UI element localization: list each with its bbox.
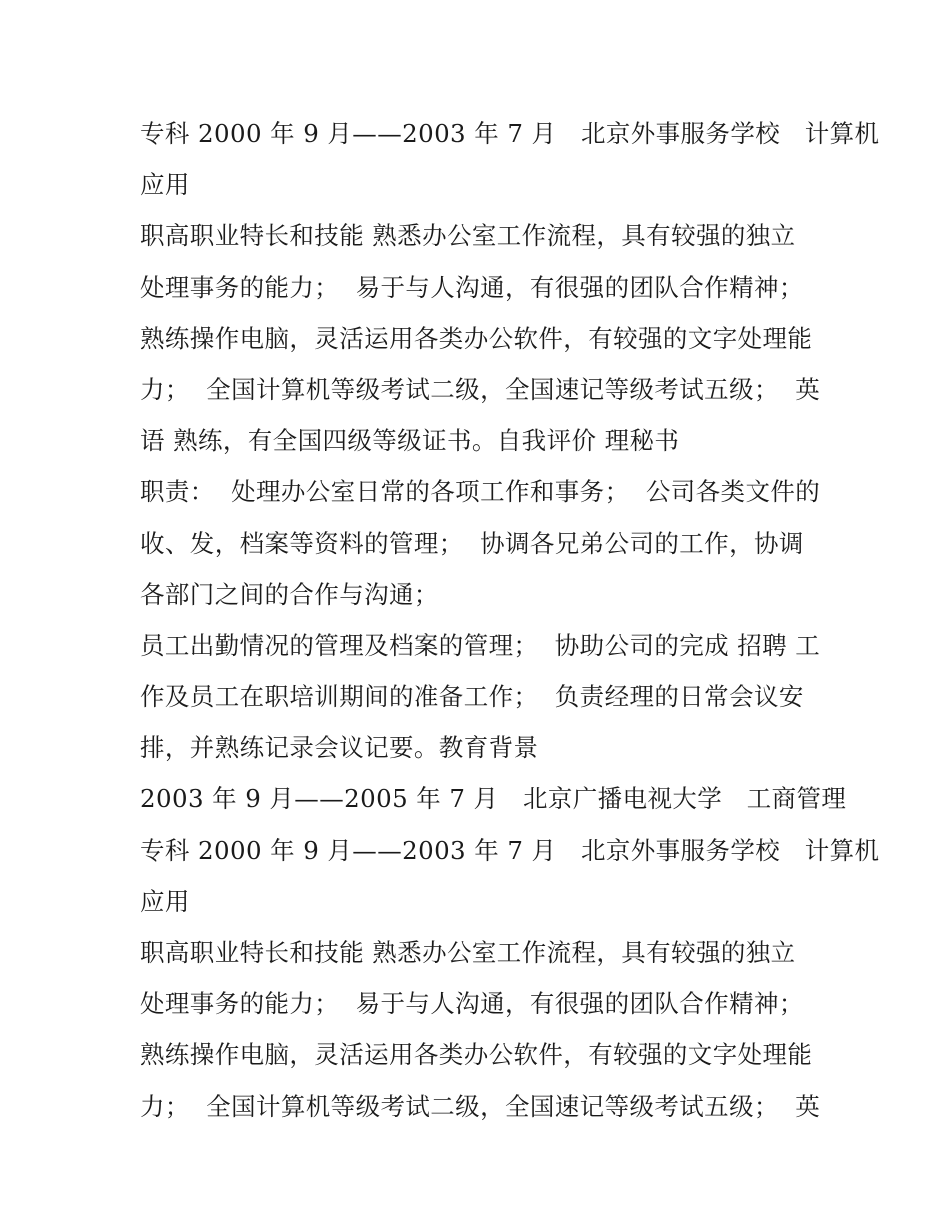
text-line: 员工出勤情况的管理及档案的管理； 协助公司的完成 招聘 工 [140, 630, 821, 660]
text-line: 熟练操作电脑，灵活运用各类办公软件，有较强的文字处理能 [140, 323, 813, 353]
text-line: 作及员工在职培训期间的准备工作； 负责经理的日常会议安 [140, 682, 804, 712]
text-line: 专科 2000 年 9 月——2003 年 7 月 北京外事服务学校 计算机 [140, 119, 880, 148]
text-line: 力； 全国计算机等级考试二级，全国速记等级考试五级； 英 [140, 374, 821, 404]
text-line: 各部门之间的合作与沟通； [140, 579, 439, 609]
text-line: 2003 年 9 月——2005 年 7 月 北京广播电视大学 工商管理 [140, 784, 847, 814]
text-line: 应用 [140, 886, 190, 916]
text-line: 职高职业特长和技能 熟悉办公室工作流程，具有较强的独立 [140, 938, 796, 967]
text-line: 排，并熟练记录会议记要。教育背景 [140, 733, 539, 763]
text-line: 处理事务的能力； 易于与人沟通，有很强的团队合作精神； [140, 272, 804, 302]
text-line: 熟练操作电脑，灵活运用各类办公软件，有较强的文字处理能 [140, 1040, 813, 1070]
text-line: 应用 [140, 170, 190, 200]
text-line: 专科 2000 年 9 月——2003 年 7 月 北京外事服务学校 计算机 [140, 835, 880, 865]
text-line: 处理事务的能力； 易于与人沟通，有很强的团队合作精神； [140, 989, 804, 1019]
text-line: 职高职业特长和技能 熟悉办公室工作流程，具有较强的独立 [140, 221, 796, 251]
text-line: 职责： 处理办公室日常的各项工作和事务； 公司各类文件的 [140, 477, 821, 507]
text-line: 语 熟练，有全国四级等级证书。自我评价 理秘书 [140, 426, 680, 456]
document-body [140, 108, 880, 1132]
text-line: 收、发，档案等资料的管理； 协调各兄弟公司的工作，协调 [140, 528, 804, 558]
text-line: 力； 全国计算机等级考试二级，全国速记等级考试五级； 英 [140, 1091, 821, 1121]
